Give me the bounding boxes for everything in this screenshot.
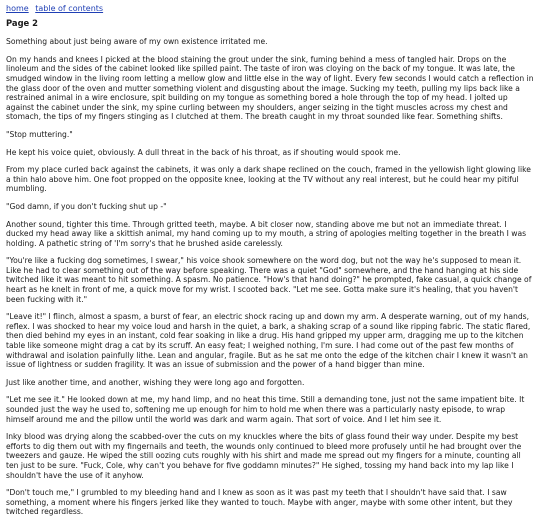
paragraph: On my hands and knees I picked at the blood staining the grout under the sink, fuming behind a mess of tangled hair. Drops on the linoleum and the sides of the cabinet looked like spilled paint. The taste of iron was cloying on the back of my tongue. It was late, the smudged window in the living room letting a mellow glow and little else in the way of light. Every few seconds I would catch a reflection in the glass door of the oven and mutter something violent and disgusting about the image. Sucking my teeth, pulling my lips back like a restrained animal in a wire enclosure, spit building on my tongue as something bored a hole through the top of my head. I jolted up against the cabinet under the sink, my spine curling between my shoulders, anger seizing in the tight muscles across my chest and stomach, the tips of my fingers stinging as I clutched at them. The breath caught in my throat sounded like fear. Something shifts. (6, 54, 534, 122)
paragraph: "Let me see it." He looked down at me, my hand limp, and no heat this time. Still a demanding tone, just not the same impatient bite. It sounded just the way he used to, softening me up enough for him to hold me when there was a particularly nasty episode, to wrap himself around me and the pillow until the world was dark and warm again. That sort of voice. And I let him see it. (6, 395, 525, 424)
paragraph: Just like another time, and another, wishing they were long ago and forgotten. (6, 377, 305, 387)
paragraph: "Leave it!" I flinch, almost a spasm, a burst of fear, an electric shock racing up and down my arm. A desperate warning, out of my hands, reflex. I was shocked to hear my voice loud and harsh in the quiet, a bark, a shaking scrap of a sound like ripping fabric. The static flared, then died behind my eyes in an instant, cold fear soaking in like a drug. His hand gripped my upper arm, dragging me up to the kitchen table like someone might drag a cat by its scruff. An easy feat; I weighed nothing, I'm sure. I had come out of the past few months of withdrawal and isolation painfully lithe. Lean and angular, fragile. But as he sat me onto the edge of the kitchen chair I knew it wasn't an issue of lightness or sudden fragility. It was an issue of submission and the power of a hand bigger than mine. (6, 312, 531, 370)
paragraph: "Stop muttering." (6, 129, 73, 139)
paragraph: Another sound, tighter this time. Through gritted teeth, maybe. A bit closer now, standing above me but not an immediate threat. I ducked my head away like a skittish animal, my hand coming up to my mouth, a string of apologies melting together in the breath I was holding. A pathetic string of 'I'm sorry's that he brushed aside carelessly. (6, 219, 527, 248)
paragraph: "God damn, if you don't fucking shut up -" (6, 201, 167, 211)
table-of-contents-link[interactable]: table of contents (35, 4, 104, 13)
paragraph: "You're like a fucking dog sometimes, I swear," his voice shook somewhere on the word dog, but not the way he's supposed to mean it. Like he had to clear something out of the way before speaking. There was a quiet "God" somewhere, and the hand hanging at his side twitched like it was meant to hit something. A spasm. No patience. "How's that hand doing?" he prompted, fake casual, a quick change of heart as he knelt in front of me, a quick move for my wrist. I scooted back. "Let me see. Gotta make sure it's healing, that you haven't been fucking with it." (6, 256, 532, 304)
story-body (6, 37, 534, 517)
page-title: Page 2 (6, 17, 38, 28)
paragraph: "Don't touch me," I grumbled to my bleeding hand and I knew as soon as it was past my teeth that I shouldn't have said that. I saw something, a moment where his fingers jerked like they wanted to touch. Maybe with anger, maybe with some other intent, but they twitched regardless. (6, 488, 513, 517)
top-nav (6, 4, 534, 14)
home-link[interactable]: home (6, 4, 29, 13)
paragraph: Something about just being aware of my own existence irritated me. (6, 37, 268, 47)
paragraph: Inky blood was drying along the scabbed-over the cuts on my knuckles where the bits of glass found their way under. Despite my best efforts to dig them out with my fingernails and teeth, the wounds only continued to bleed more profusely until he had brought over the tweezers and gauze. He wiped the still oozing cuts roughly with his shirt and made me spread out my fingers for a minute, counting all ten just to be sure. "Fuck, Cole, why can't you behave for five goddamn minutes?" He sighed, tossing my hand back into my lap like I shouldn't have the use of it anyhow. (6, 432, 522, 480)
paragraph: From my place curled back against the cabinets, it was only a dark shape reclined on the couch, framed in the yellowish light glowing like a thin halo above him. One foot propped on the opposite knee, looking at the TV without any real interest, but he could hear my pitiful mumbling. (6, 165, 531, 194)
paragraph: He kept his voice quiet, obviously. A dull threat in the back of his throat, as if shouting would spook me. (6, 147, 401, 157)
